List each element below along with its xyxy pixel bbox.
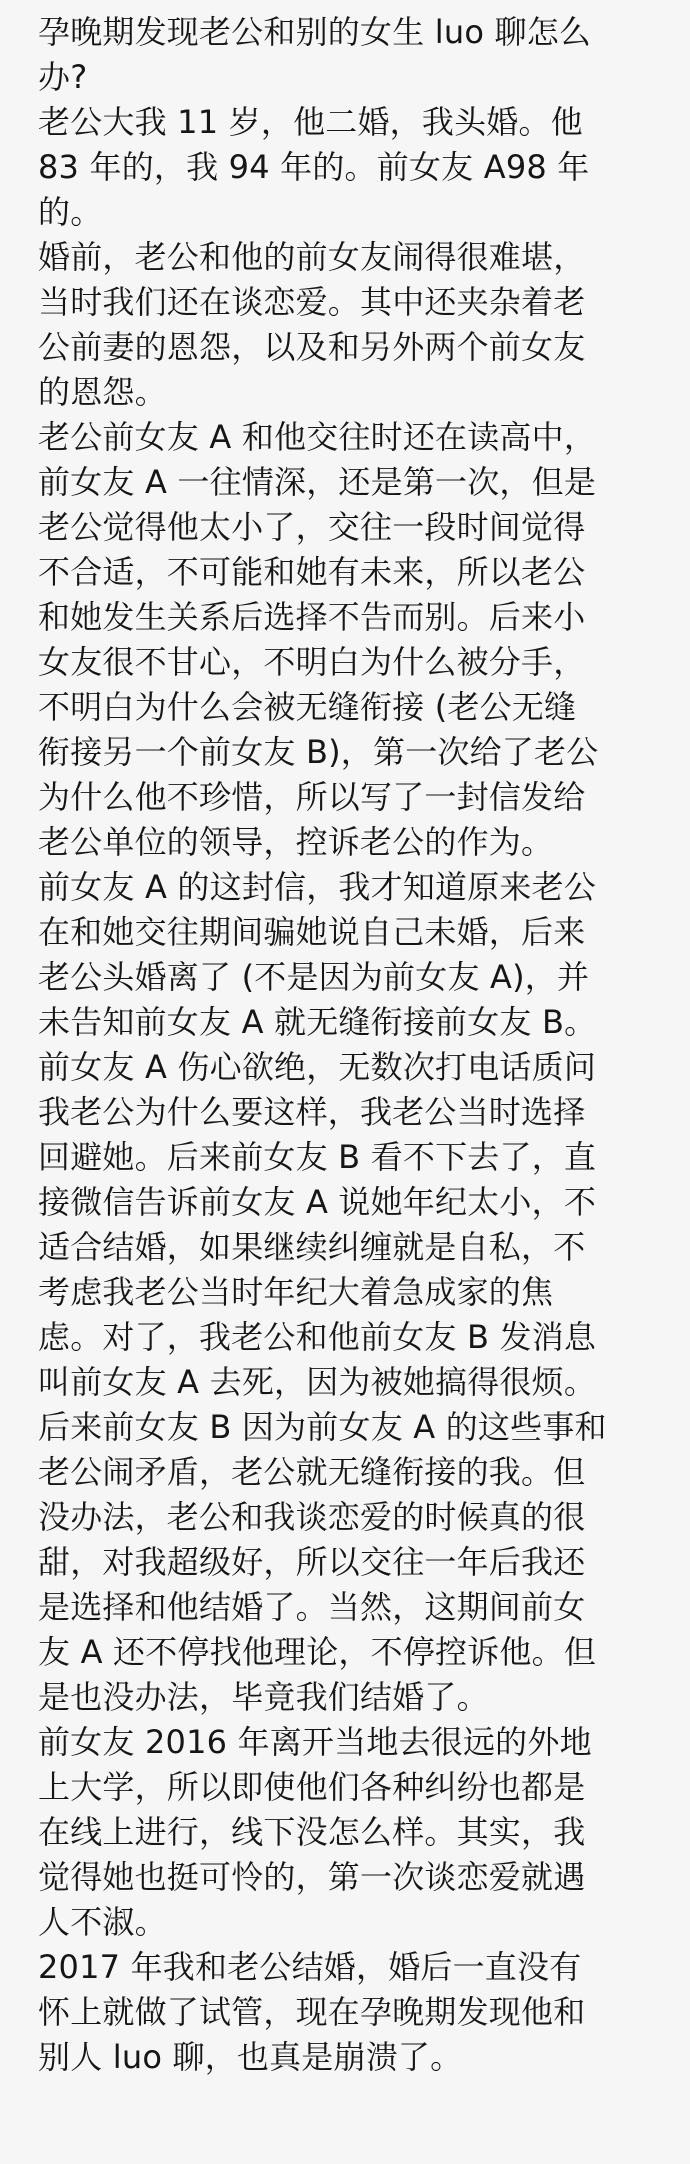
text-line: 觉得她也挺可怜的，第一次谈恋爱就遇 — [38, 1858, 586, 1896]
text-line: 老公头婚离了 (不是因为前女友 A)，并 — [38, 958, 590, 996]
text-line: 虑。对了，我老公和他前女友 B 发消息 — [38, 1318, 597, 1356]
text-line: 老公单位的领导，控诉老公的作为。 — [38, 823, 554, 861]
paragraph-3 — [38, 415, 672, 865]
text-line: 83 年的，我 94 年的。前女友 A98 年 — [38, 148, 590, 186]
text-line: 孕晚期发现老公和别的女生 luo 聊怎么 — [38, 13, 592, 51]
text-line: 和她发生关系后选择不告而别。后来小 — [38, 598, 586, 636]
paragraph-8 — [38, 1945, 672, 2080]
text-line: 前女友 2016 年离开当地去很远的外地 — [38, 1723, 592, 1761]
text-line: 在和她交往期间骗她说自己未婚，后来 — [38, 913, 586, 951]
text-line: 婚前，老公和他的前女友闹得很难堪， — [38, 238, 586, 276]
text-line: 衔接另一个前女友 B)，第一次给了老公 — [38, 733, 599, 771]
text-line: 后来前女友 B 因为前女友 A 的这些事和 — [38, 1408, 607, 1446]
text-line: 前女友 A 伤心欲绝，无数次打电话质问 — [38, 1048, 597, 1086]
paragraph-1 — [38, 100, 672, 235]
paragraph-4 — [38, 865, 672, 1045]
paragraph-7 — [38, 1720, 672, 1945]
text-line: 我老公为什么要这样，我老公当时选择 — [38, 1093, 586, 1131]
text-line: 接微信告诉前女友 A 说她年纪太小，不 — [38, 1183, 597, 1221]
text-line: 老公前女友 A 和他交往时还在读高中， — [38, 418, 597, 456]
text-line: 适合结婚，如果继续纠缠就是自私，不 — [38, 1228, 586, 1266]
text-line: 当时我们还在谈恋爱。其中还夹杂着老 — [38, 283, 586, 321]
paragraph-6 — [38, 1405, 672, 1720]
text-line: 别人 luo 聊，也真是崩溃了。 — [38, 2038, 463, 2076]
text-line: 的。 — [38, 193, 103, 231]
text-line: 考虑我老公当时年纪大着急成家的焦 — [38, 1273, 554, 1311]
text-line: 未告知前女友 A 就无缝衔接前女友 B。 — [38, 1003, 597, 1041]
text-line: 前女友 A 的这封信，我才知道原来老公 — [38, 868, 597, 906]
post-body — [38, 10, 672, 2080]
text-line: 是选择和他结婚了。当然，这期间前女 — [38, 1588, 586, 1626]
text-line: 前女友 A 一往情深，还是第一次，但是 — [38, 463, 597, 501]
text-line: 甜，对我超级好，所以交往一年后我还 — [38, 1543, 586, 1581]
paragraph-5 — [38, 1045, 672, 1405]
text-line: 老公觉得他太小了，交往一段时间觉得 — [38, 508, 586, 546]
text-line: 老公大我 11 岁，他二婚，我头婚。他 — [38, 103, 583, 141]
text-line: 不合适，不可能和她有未来，所以老公 — [38, 553, 586, 591]
text-line: 在线上进行，线下没怎么样。其实，我 — [38, 1813, 586, 1851]
text-line: 为什么他不珍惜，所以写了一封信发给 — [38, 778, 586, 816]
text-line: 怀上就做了试管，现在孕晚期发现他和 — [38, 1993, 586, 2031]
text-line: 不明白为什么会被无缝衔接 (老公无缝 — [38, 688, 577, 726]
text-line: 人不淑。 — [38, 1903, 167, 1941]
text-line: 办? — [38, 58, 88, 96]
text-line: 上大学，所以即使他们各种纠纷也都是 — [38, 1768, 586, 1806]
text-line: 女友很不甘心，不明白为什么被分手， — [38, 643, 586, 681]
text-line: 的恩怨。 — [38, 373, 167, 411]
text-line: 叫前女友 A 去死，因为被她搞得很烦。 — [38, 1363, 597, 1401]
text-line: 2017 年我和老公结婚，婚后一直没有 — [38, 1948, 582, 1986]
text-line: 是也没办法，毕竟我们结婚了。 — [38, 1678, 489, 1716]
post-title — [38, 10, 672, 100]
text-line: 回避她。后来前女友 B 看不下去了，直 — [38, 1138, 597, 1176]
text-line: 公前妻的恩怨，以及和另外两个前女友 — [38, 328, 586, 366]
paragraph-2 — [38, 235, 672, 415]
text-line: 老公闹矛盾，老公就无缝衔接的我。但 — [38, 1453, 586, 1491]
text-line: 友 A 还不停找他理论，不停控诉他。但 — [38, 1633, 597, 1671]
text-line: 没办法，老公和我谈恋爱的时候真的很 — [38, 1498, 586, 1536]
